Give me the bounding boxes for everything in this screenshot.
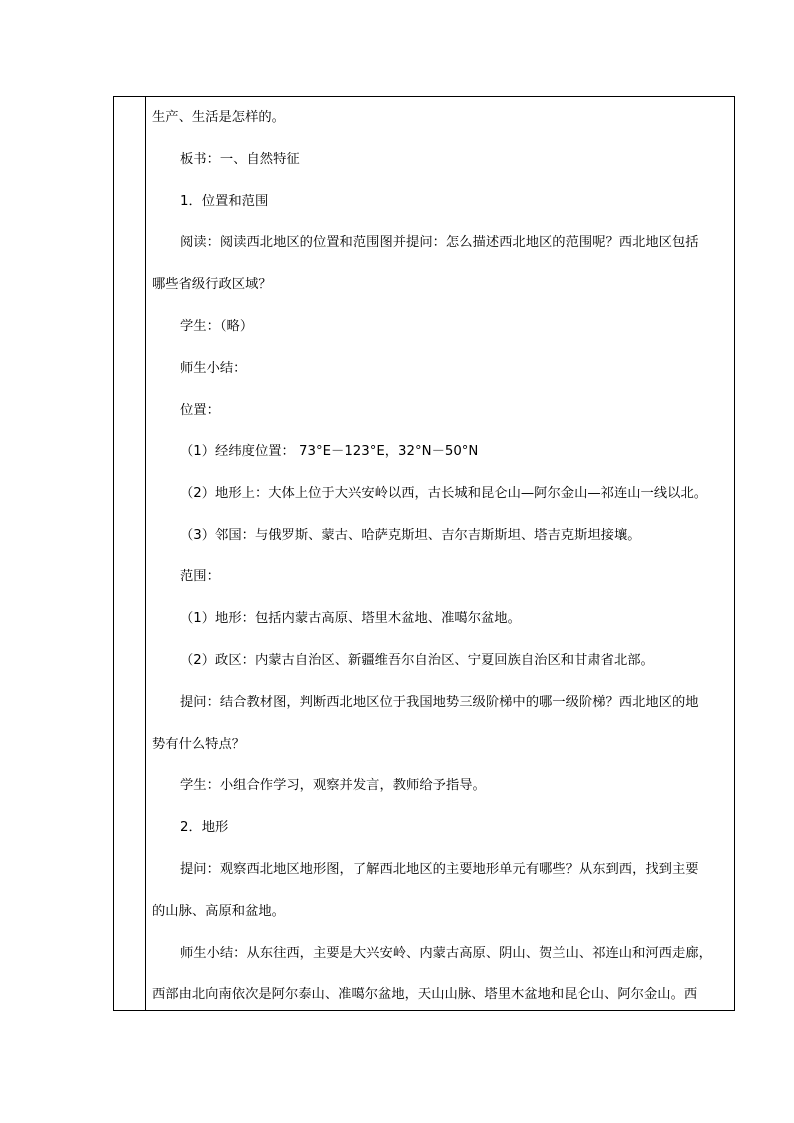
lesson-table <box>113 96 735 1011</box>
text-line: （1）经纬度位置： 73°E－123°E，32°N－50°N <box>180 444 479 459</box>
lesson-content-cell <box>152 97 728 1010</box>
text-line: 西部由北向南依次是阿尔泰山、准噶尔盆地，天山山脉、塔里木盆地和昆仑山、阿尔金山。西 <box>152 987 698 1002</box>
text-line: 师生小结： <box>180 361 247 376</box>
text-line: 生产、生活是怎样的。 <box>152 110 285 125</box>
text-line: 学生：小组合作学习，观察并发言，教师给予指导。 <box>180 778 486 793</box>
text-line: 1．位置和范围 <box>180 194 269 209</box>
text-line: 位置： <box>180 403 220 418</box>
text-line: （3）邻国：与俄罗斯、蒙古、哈萨克斯坦、吉尔吉斯斯坦、塔吉克斯坦接壤。 <box>180 528 641 543</box>
text-line: 板书：一、自然特征 <box>180 152 300 167</box>
text-line: 2．地形 <box>180 820 229 835</box>
text-line: 学生：（略） <box>180 319 254 334</box>
text-line: 提问：结合教材图，判断西北地区位于我国地势三级阶梯中的哪一级阶梯？西北地区的地 <box>180 695 699 710</box>
column-divider <box>145 97 146 1010</box>
text-line: （2）地形上：大体上位于大兴安岭以西，古长城和昆仑山—阿尔金山—祁连山一线以北。 <box>180 486 708 501</box>
text-line: 师生小结：从东往西，主要是大兴安岭、内蒙古高原、阴山、贺兰山、祁连山和河西走廊， <box>180 946 712 961</box>
text-line: 哪些省级行政区域？ <box>152 277 272 292</box>
text-line: 提问：观察西北地区地形图，了解西北地区的主要地形单元有哪些？从东到西，找到主要 <box>180 862 699 877</box>
text-line: 势有什么特点？ <box>152 737 246 752</box>
text-line: （1）地形：包括内蒙古高原、塔里木盆地、准噶尔盆地。 <box>180 611 521 626</box>
text-line: 范围： <box>180 569 220 584</box>
text-line: 的山脉、高原和盆地。 <box>152 904 285 919</box>
text-line: （2）政区：内蒙古自治区、新疆维吾尔自治区、宁夏回族自治区和甘肃省北部。 <box>180 653 654 668</box>
text-line: 阅读：阅读西北地区的位置和范围图并提问：怎么描述西北地区的范围呢？西北地区包括 <box>180 235 699 250</box>
